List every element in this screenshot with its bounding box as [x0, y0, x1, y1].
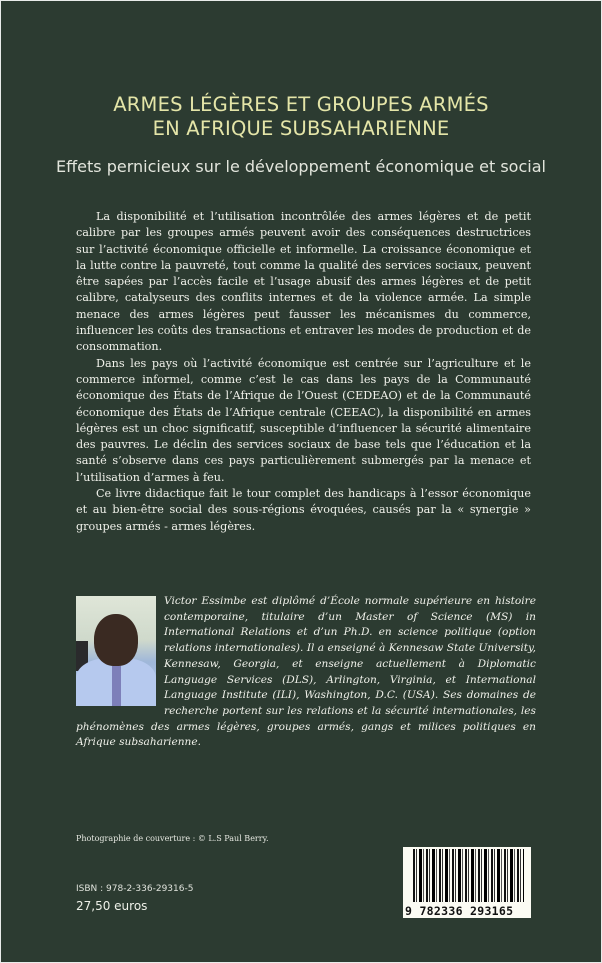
- book-title: [1, 93, 601, 141]
- book-blurb: [76, 209, 531, 535]
- author-bio-text: Victor Essimbe est diplômé d’École normale supérieure en histoire contemporaine, titulaire d’un Master of Science (MS) in International Relations et d’un Ph.D. en science politique (option relations internationales). Il a enseigné à Kennesaw State University, Kennesaw, Georgia, et enseigne actuellement à Diplomatic Language Services (DLS), Arlington, Virginia, et International Language Institute (ILI), Washington, D.C. (USA). Ses domaines de recherche portent sur les relations et la sécurité internationales, les phénomènes des armes légères, groupes armés, gangs et milices politiques en Afrique subsaharienne.: [76, 595, 536, 749]
- isbn: ISBN : 978-2-336-29316-5: [76, 884, 194, 894]
- price: 27,50 euros: [76, 899, 148, 913]
- blurb-paragraph: Dans les pays où l’activité économique est centrée sur l’agriculture et le commerce informel, comme c’est le cas dans les pays de la Communauté économique des États de l’Afrique de l’Ouest (CEDEAO) et de la Communauté économique des États de l’Afrique centrale (CEEAC), la disponibilité en armes légères est un choc significatif, susceptible d’influencer la sécurité alimentaire des pauvres. Le déclin des services sociaux de base tels que l’éducation et la santé s’observe dans ces pays particulièrement submergés par la menace et l’utilisation d’armes à feu.: [76, 356, 531, 484]
- photo-spacer: [76, 594, 164, 706]
- book-subtitle: Effets pernicieux sur le développement économique et social: [56, 157, 546, 176]
- book-back-cover: [1, 1, 601, 962]
- blurb-paragraph: La disponibilité et l’utilisation incontrôlée des armes légères et de petit calibre par les groupes armés peuvent avoir des conséquences destructrices sur l’activité économique officielle et informelle. La croissance économique et la lutte contre la pauvreté, tout comme la qualité des services sociaux, peuvent être sapées par l’accès facile et l’usage abusif des armes légères et de petit calibre, catalyseurs des conflits internes et de la violence armée. La simple menace des armes légères peut fausser les mécanismes du commerce, influencer les coûts des transactions et entraver les modes de production et de consommation.: [76, 210, 531, 354]
- book-title-line-1: ARMES LÉGÈRES ET GROUPES ARMÉS: [113, 93, 489, 116]
- barcode-bars: [413, 849, 524, 902]
- photo-credit: Photographie de couverture : © L.S Paul Berry.: [76, 834, 269, 843]
- barcode: [403, 847, 531, 918]
- author-bio: [76, 594, 536, 751]
- blurb-paragraph: Ce livre didactique fait le tour complet des handicaps à l’essor économique et au bien-être social des sous-régions évoquées, causés par la « synergie » groupes armés - armes légères.: [76, 487, 531, 533]
- book-title-line-2: EN AFRIQUE SUBSAHARIENNE: [152, 117, 450, 140]
- barcode-digits: 9 782336 293165: [405, 904, 514, 918]
